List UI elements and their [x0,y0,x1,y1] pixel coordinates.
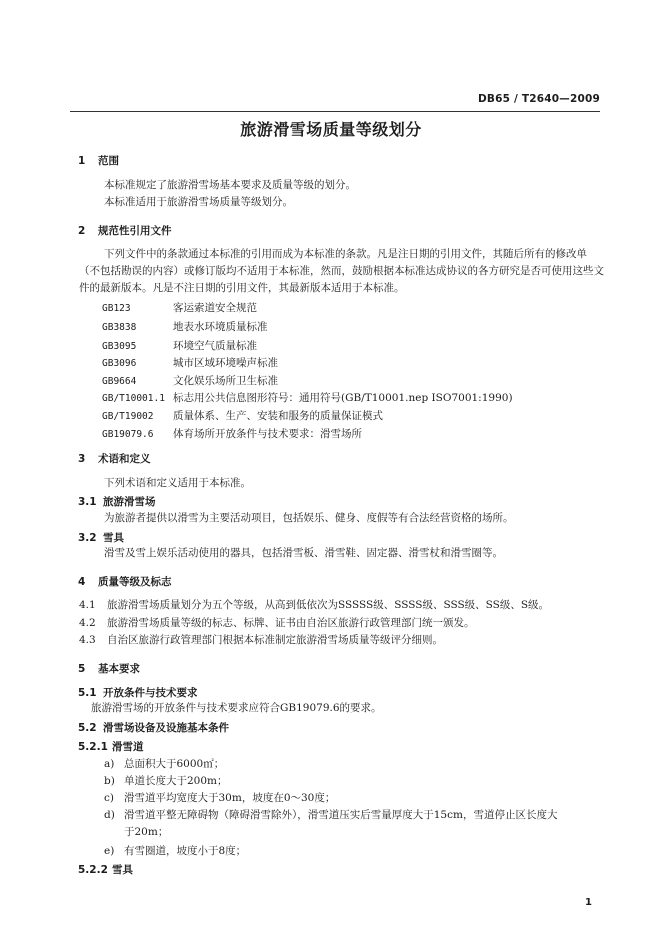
section-1-heading: 1 范围 [78,155,119,167]
section-2-heading: 2 规范性引用文件 [78,225,172,237]
list-item: c) 滑雪道平均宽度大于30m，坡度在0～30度； [104,792,336,804]
reference-item: GB/T10001.1 标志用公共信息图形符号：通用符号(GB/T10001.nep ISO7001:1990) [102,392,513,404]
reference-item: GB3095 环境空气质量标准 [102,340,257,352]
section-3-intro: 下列术语和定义适用于本标准。 [104,477,251,489]
clause-4-2: 4.2 旅游滑雪场质量等级的标志、标牌、证书由自治区旅游行政管理部门统一颁发。 [79,617,475,629]
list-item: a) 总面积大于6000㎡； [104,758,225,770]
document-title: 旅游滑雪场质量等级划分 [240,120,422,139]
reference-item: GB3096 城市区域环境噪声标准 [102,357,278,369]
section-2-intro: 下列文件中的条款通过本标准的引用而成为本标准的条款。凡是注日期的引用文件，其随后所有的修改单（不包括勘误的内容）或修订版均不适用于本标准，然而，鼓励根据本标准达成协议的各方研究是否可使用这些文件的最新版本。凡是不注日期的引用文件，其最新版本适用于本标准。 [79,248,604,294]
term-3-2-heading: 3.2 雪具 [78,532,124,544]
term-3-1-definition: 为旅游者提供以滑雪为主要活动项目，包括娱乐、健身、度假等有合法经营资格的场所。 [104,512,514,524]
section-5-heading: 5 基本要求 [78,663,140,675]
reference-item: GB/T19002 质量体系、生产、安装和服务的质量保证模式 [102,410,383,422]
page-number: 1 [585,897,592,908]
section-1-para-2: 本标准适用于旅游滑雪场质量等级划分。 [104,196,293,208]
list-item: d) 滑雪道平整无障碍物（障碍滑雪除外），滑雪道压实后雪量厚度大于15cm，雪道停止区长度大 [104,809,558,821]
clause-5-1-text: 旅游滑雪场的开放条件与技术要求应符合GB19079.6的要求。 [91,702,382,714]
clause-4-1: 4.1 旅游滑雪场质量划分为五个等级，从高到低依次为SSSSS级、SSSS级、SSS级、SS级、S级。 [79,599,550,611]
reference-item: GB9664 文化娱乐场所卫生标准 [102,375,278,387]
section-1-para-1: 本标准规定了旅游滑雪场基本要求及质量等级的划分。 [104,179,356,191]
header-rule [70,111,600,112]
reference-item: GB3838 地表水环境质量标准 [102,321,268,333]
section-4-heading: 4 质量等级及标志 [78,576,172,588]
standard-code: DB65 / T2640—2009 [478,93,600,105]
reference-item: GB19079.6 体育场所开放条件与技术要求：滑雪场所 [102,428,362,440]
clause-5-1-heading: 5.1 开放条件与技术要求 [78,687,198,699]
term-3-1-heading: 3.1 旅游滑雪场 [78,496,156,508]
section-3-heading: 3 术语和定义 [78,453,151,465]
clause-5-2-heading: 5.2 滑雪场设备及设施基本条件 [78,722,229,734]
clause-5-2-2-heading: 5.2.2 雪具 [78,864,133,876]
term-3-2-definition: 滑雪及雪上娱乐活动使用的器具，包括滑雪板、滑雪鞋、固定器、滑雪杖和滑雪圈等。 [104,547,503,559]
list-item: e) 有雪圈道，坡度小于8度； [104,845,247,857]
clause-5-2-1-heading: 5.2.1 滑雪道 [78,741,144,753]
list-item: b) 单道长度大于200m； [104,775,228,787]
list-item-continuation: 于20m； [124,826,169,838]
reference-item: GB123 客运索道安全规范 [102,302,257,314]
clause-4-3: 4.3 自治区旅游行政管理部门根据本标准制定旅游滑雪场质量等级评分细则。 [79,634,443,646]
